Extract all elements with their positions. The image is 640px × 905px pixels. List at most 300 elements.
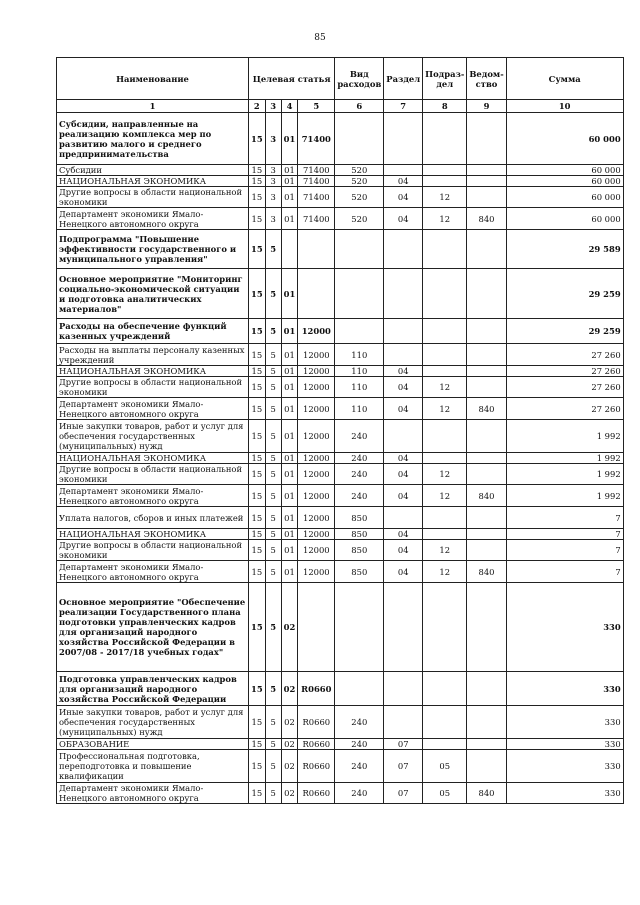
cell-name: Субсидии (57, 165, 249, 176)
table-row (57, 529, 624, 540)
cell-sum: 330 (506, 739, 623, 750)
cell-name: Другие вопросы в области национальной экономики (57, 377, 249, 398)
table-row (57, 750, 624, 783)
cell-razdel: 04 (384, 377, 423, 398)
cell-t4: R0660 (298, 783, 335, 804)
cell-t1: 15 (249, 230, 266, 269)
cell-vid: 520 (335, 176, 384, 187)
cell-razdel: 04 (384, 540, 423, 561)
cell-t2: 5 (265, 420, 281, 453)
cell-ved (467, 230, 506, 269)
cell-vid: 240 (335, 783, 384, 804)
cell-t4 (298, 583, 335, 672)
cell-razdel (384, 319, 423, 344)
cell-name: Департамент экономики Ямало-Ненецкого автономного округа (57, 208, 249, 230)
cell-ved (467, 672, 506, 706)
cell-name: Основное мероприятие "Мониторинг социально-экономической ситуации и подготовка аналитических материалов" (57, 269, 249, 319)
cell-t1: 15 (249, 672, 266, 706)
cell-name: НАЦИОНАЛЬНАЯ ЭКОНОМИКА (57, 453, 249, 464)
table-row (57, 176, 624, 187)
table-row (57, 453, 624, 464)
table-row (57, 672, 624, 706)
cell-t1: 15 (249, 507, 266, 529)
col-number: 5 (298, 100, 335, 113)
cell-ved (467, 420, 506, 453)
cell-ved (467, 319, 506, 344)
cell-razdel (384, 269, 423, 319)
cell-podrazdel: 12 (423, 398, 467, 420)
cell-vid (335, 230, 384, 269)
budget-table (56, 57, 624, 804)
cell-podrazdel (423, 453, 467, 464)
cell-t3: 01 (281, 377, 298, 398)
cell-vid: 240 (335, 739, 384, 750)
cell-sum: 1 992 (506, 464, 623, 485)
cell-ved: 840 (467, 398, 506, 420)
cell-podrazdel (423, 739, 467, 750)
cell-t2: 5 (265, 485, 281, 507)
cell-t3: 01 (281, 269, 298, 319)
cell-ved (467, 344, 506, 366)
cell-vid: 240 (335, 453, 384, 464)
cell-t3: 01 (281, 420, 298, 453)
cell-vid: 240 (335, 706, 384, 739)
cell-t2: 5 (265, 507, 281, 529)
cell-podrazdel (423, 366, 467, 377)
col-number: 7 (384, 100, 423, 113)
cell-t2: 5 (265, 366, 281, 377)
table-row (57, 187, 624, 208)
cell-t3: 02 (281, 706, 298, 739)
cell-t4: 71400 (298, 113, 335, 165)
cell-t3: 01 (281, 561, 298, 583)
cell-t1: 15 (249, 113, 266, 165)
col-number: 10 (506, 100, 623, 113)
table-row (57, 485, 624, 507)
cell-vid (335, 269, 384, 319)
cell-razdel: 04 (384, 366, 423, 377)
cell-t4 (298, 230, 335, 269)
header-row (57, 58, 624, 100)
cell-t1: 15 (249, 344, 266, 366)
cell-t4: 12000 (298, 485, 335, 507)
cell-t4: 12000 (298, 561, 335, 583)
cell-name: Подпрограмма "Повышение эффективности государственного и муниципального управления" (57, 230, 249, 269)
cell-name: Иные закупки товаров, работ и услуг для обеспечения государственных (муниципальных) нужд (57, 706, 249, 739)
cell-t2: 5 (265, 344, 281, 366)
cell-name: Профессиональная подготовка, переподготовка и повышение квалификации (57, 750, 249, 783)
cell-name: Уплата налогов, сборов и иных платежей (57, 507, 249, 529)
cell-t3: 01 (281, 344, 298, 366)
col-number: 1 (57, 100, 249, 113)
cell-razdel (384, 706, 423, 739)
col-number: 3 (265, 100, 281, 113)
cell-t3: 01 (281, 398, 298, 420)
cell-t4: R0660 (298, 706, 335, 739)
cell-ved: 840 (467, 208, 506, 230)
cell-razdel: 07 (384, 783, 423, 804)
cell-t2: 5 (265, 377, 281, 398)
cell-ved: 840 (467, 561, 506, 583)
cell-ved (467, 529, 506, 540)
cell-t2: 5 (265, 783, 281, 804)
cell-sum: 330 (506, 750, 623, 783)
cell-vid: 850 (335, 507, 384, 529)
cell-podrazdel: 05 (423, 750, 467, 783)
cell-ved (467, 366, 506, 377)
cell-t2: 3 (265, 176, 281, 187)
cell-ved (467, 165, 506, 176)
cell-t1: 15 (249, 187, 266, 208)
cell-podrazdel: 12 (423, 540, 467, 561)
cell-vid: 520 (335, 187, 384, 208)
cell-podrazdel: 12 (423, 187, 467, 208)
cell-t1: 15 (249, 529, 266, 540)
cell-t3: 01 (281, 453, 298, 464)
table-row (57, 208, 624, 230)
cell-vid: 110 (335, 344, 384, 366)
cell-vid: 240 (335, 420, 384, 453)
cell-name: Подготовка управленческих кадров для организаций народного хозяйства Российской Федерации (57, 672, 249, 706)
cell-podrazdel (423, 583, 467, 672)
cell-podrazdel (423, 319, 467, 344)
cell-t2: 5 (265, 464, 281, 485)
cell-t1: 15 (249, 269, 266, 319)
cell-name: Другие вопросы в области национальной экономики (57, 464, 249, 485)
cell-t3 (281, 230, 298, 269)
cell-name: НАЦИОНАЛЬНАЯ ЭКОНОМИКА (57, 366, 249, 377)
cell-t4: R0660 (298, 750, 335, 783)
cell-sum: 29 589 (506, 230, 623, 269)
cell-t3: 02 (281, 739, 298, 750)
cell-t3: 02 (281, 783, 298, 804)
cell-name: Субсидии, направленные на реализацию комплекса мер по развитию малого и среднего предпринимательства (57, 113, 249, 165)
cell-t1: 15 (249, 750, 266, 783)
cell-t1: 15 (249, 561, 266, 583)
cell-razdel: 04 (384, 176, 423, 187)
cell-name: ОБРАЗОВАНИЕ (57, 739, 249, 750)
cell-t1: 15 (249, 485, 266, 507)
cell-sum: 7 (506, 540, 623, 561)
cell-ved (467, 269, 506, 319)
col-number: 8 (423, 100, 467, 113)
cell-name: НАЦИОНАЛЬНАЯ ЭКОНОМИКА (57, 529, 249, 540)
table-row (57, 230, 624, 269)
cell-podrazdel (423, 706, 467, 739)
cell-razdel (384, 113, 423, 165)
cell-ved: 840 (467, 783, 506, 804)
cell-t4: R0660 (298, 672, 335, 706)
cell-podrazdel (423, 165, 467, 176)
cell-podrazdel (423, 672, 467, 706)
cell-t2: 5 (265, 739, 281, 750)
cell-razdel: 04 (384, 529, 423, 540)
cell-t4: 12000 (298, 366, 335, 377)
cell-name: Иные закупки товаров, работ и услуг для обеспечения государственных (муниципальных) нужд (57, 420, 249, 453)
cell-sum: 27 260 (506, 344, 623, 366)
cell-podrazdel (423, 176, 467, 187)
cell-podrazdel (423, 230, 467, 269)
cell-podrazdel (423, 269, 467, 319)
cell-podrazdel: 12 (423, 464, 467, 485)
cell-sum: 330 (506, 783, 623, 804)
table-row (57, 561, 624, 583)
cell-t4: 12000 (298, 377, 335, 398)
table-row (57, 507, 624, 529)
cell-vid: 850 (335, 529, 384, 540)
cell-t2: 5 (265, 750, 281, 783)
header-target: Целевая статья (249, 58, 335, 100)
cell-vid: 850 (335, 561, 384, 583)
cell-t2: 3 (265, 187, 281, 208)
cell-ved (467, 507, 506, 529)
cell-t3: 01 (281, 165, 298, 176)
cell-t1: 15 (249, 706, 266, 739)
cell-t3: 01 (281, 540, 298, 561)
cell-t4: 12000 (298, 453, 335, 464)
page-number: 85 (314, 33, 326, 43)
cell-sum: 27 260 (506, 366, 623, 377)
cell-vid: 110 (335, 377, 384, 398)
cell-t1: 15 (249, 783, 266, 804)
cell-ved (467, 583, 506, 672)
cell-t1: 15 (249, 366, 266, 377)
cell-t4: 12000 (298, 420, 335, 453)
cell-name: Другие вопросы в области национальной экономики (57, 187, 249, 208)
cell-t3: 01 (281, 529, 298, 540)
cell-vid: 240 (335, 750, 384, 783)
cell-razdel (384, 583, 423, 672)
cell-name: Департамент экономики Ямало-Ненецкого автономного округа (57, 485, 249, 507)
table-row (57, 583, 624, 672)
cell-t3: 01 (281, 113, 298, 165)
cell-vid: 520 (335, 165, 384, 176)
cell-sum: 1 992 (506, 485, 623, 507)
cell-razdel: 04 (384, 398, 423, 420)
cell-sum: 330 (506, 706, 623, 739)
header-vedomstvo: Ведом-ство (467, 58, 506, 100)
cell-vid: 240 (335, 485, 384, 507)
cell-sum: 330 (506, 583, 623, 672)
cell-t1: 15 (249, 464, 266, 485)
cell-sum: 60 000 (506, 208, 623, 230)
cell-t2: 5 (265, 529, 281, 540)
cell-t4: 12000 (298, 319, 335, 344)
cell-t1: 15 (249, 739, 266, 750)
cell-t4: R0660 (298, 739, 335, 750)
table-row (57, 113, 624, 165)
table-row (57, 783, 624, 804)
table-row (57, 344, 624, 366)
cell-t2: 3 (265, 208, 281, 230)
cell-t4: 71400 (298, 176, 335, 187)
cell-name: Департамент экономики Ямало-Ненецкого автономного округа (57, 398, 249, 420)
cell-t2: 5 (265, 230, 281, 269)
cell-t1: 15 (249, 319, 266, 344)
cell-podrazdel (423, 529, 467, 540)
header-summa: Сумма (506, 58, 623, 100)
cell-t2: 5 (265, 269, 281, 319)
cell-t2: 5 (265, 583, 281, 672)
cell-t3: 01 (281, 176, 298, 187)
cell-podrazdel: 05 (423, 783, 467, 804)
cell-vid: 850 (335, 540, 384, 561)
col-number: 2 (249, 100, 266, 113)
table-row (57, 398, 624, 420)
cell-t3: 02 (281, 750, 298, 783)
cell-sum: 29 259 (506, 269, 623, 319)
cell-sum: 60 000 (506, 176, 623, 187)
header-name: Наименование (57, 58, 249, 100)
cell-t2: 3 (265, 113, 281, 165)
cell-razdel (384, 165, 423, 176)
cell-name: Основное мероприятие "Обеспечение реализации Государственного плана подготовки управленческих кадров для организаций народного хозяйства Российской Федерации в 2007/08 - 2017/18 учебных годах" (57, 583, 249, 672)
header-podrazdel: Подраз-дел (423, 58, 467, 100)
cell-ved (467, 706, 506, 739)
cell-vid: 110 (335, 366, 384, 377)
cell-ved (467, 750, 506, 783)
cell-podrazdel: 12 (423, 485, 467, 507)
cell-t2: 5 (265, 706, 281, 739)
cell-t3: 01 (281, 319, 298, 344)
cell-t1: 15 (249, 398, 266, 420)
cell-t2: 5 (265, 672, 281, 706)
cell-t3: 01 (281, 366, 298, 377)
cell-sum: 60 000 (506, 187, 623, 208)
cell-t3: 01 (281, 187, 298, 208)
cell-ved (467, 176, 506, 187)
table-row (57, 420, 624, 453)
cell-ved (467, 464, 506, 485)
column-number-row (57, 100, 624, 113)
cell-razdel (384, 420, 423, 453)
cell-t4: 71400 (298, 208, 335, 230)
table-row (57, 464, 624, 485)
cell-razdel: 07 (384, 739, 423, 750)
table-row (57, 269, 624, 319)
cell-t1: 15 (249, 377, 266, 398)
cell-ved: 840 (467, 485, 506, 507)
cell-razdel: 04 (384, 187, 423, 208)
cell-t4: 12000 (298, 540, 335, 561)
cell-name: Департамент экономики Ямало-Ненецкого автономного округа (57, 561, 249, 583)
cell-vid: 240 (335, 464, 384, 485)
cell-razdel: 04 (384, 453, 423, 464)
cell-razdel: 04 (384, 561, 423, 583)
cell-ved (467, 540, 506, 561)
cell-t4: 12000 (298, 529, 335, 540)
cell-ved (467, 187, 506, 208)
cell-t2: 5 (265, 561, 281, 583)
cell-name: НАЦИОНАЛЬНАЯ ЭКОНОМИКА (57, 176, 249, 187)
cell-sum: 27 260 (506, 398, 623, 420)
cell-vid (335, 113, 384, 165)
cell-sum: 330 (506, 672, 623, 706)
cell-t1: 15 (249, 453, 266, 464)
table-row (57, 319, 624, 344)
cell-podrazdel: 12 (423, 561, 467, 583)
header-razdel: Раздел (384, 58, 423, 100)
cell-vid: 110 (335, 398, 384, 420)
cell-sum: 7 (506, 507, 623, 529)
cell-sum: 27 260 (506, 377, 623, 398)
cell-podrazdel (423, 113, 467, 165)
cell-t4: 71400 (298, 165, 335, 176)
cell-razdel (384, 672, 423, 706)
cell-t1: 15 (249, 420, 266, 453)
cell-t2: 5 (265, 398, 281, 420)
cell-t1: 15 (249, 208, 266, 230)
cell-t3: 02 (281, 583, 298, 672)
cell-razdel (384, 344, 423, 366)
cell-name: Другие вопросы в области национальной экономики (57, 540, 249, 561)
cell-podrazdel (423, 420, 467, 453)
cell-t3: 01 (281, 208, 298, 230)
cell-t3: 02 (281, 672, 298, 706)
table-row (57, 540, 624, 561)
cell-sum: 60 000 (506, 165, 623, 176)
cell-t1: 15 (249, 165, 266, 176)
cell-sum: 1 992 (506, 453, 623, 464)
cell-t3: 01 (281, 485, 298, 507)
cell-t3: 01 (281, 507, 298, 529)
cell-t4: 12000 (298, 344, 335, 366)
cell-t1: 15 (249, 583, 266, 672)
cell-t2: 5 (265, 540, 281, 561)
header-vid: Вид расходов (335, 58, 384, 100)
cell-vid (335, 583, 384, 672)
cell-razdel: 04 (384, 464, 423, 485)
cell-name: Расходы на обеспечение функций казенных учреждений (57, 319, 249, 344)
cell-podrazdel (423, 344, 467, 366)
cell-ved (467, 377, 506, 398)
cell-name: Департамент экономики Ямало-Ненецкого автономного округа (57, 783, 249, 804)
cell-podrazdel: 12 (423, 208, 467, 230)
cell-t1: 15 (249, 176, 266, 187)
cell-t2: 3 (265, 165, 281, 176)
cell-t4: 12000 (298, 507, 335, 529)
table-row (57, 739, 624, 750)
cell-razdel (384, 230, 423, 269)
cell-sum: 29 259 (506, 319, 623, 344)
cell-ved (467, 739, 506, 750)
cell-sum: 60 000 (506, 113, 623, 165)
cell-razdel: 07 (384, 750, 423, 783)
cell-t4: 12000 (298, 464, 335, 485)
col-number: 4 (281, 100, 298, 113)
col-number: 6 (335, 100, 384, 113)
cell-sum: 1 992 (506, 420, 623, 453)
col-number: 9 (467, 100, 506, 113)
cell-t2: 5 (265, 319, 281, 344)
cell-ved (467, 453, 506, 464)
cell-razdel (384, 507, 423, 529)
cell-podrazdel (423, 507, 467, 529)
cell-t3: 01 (281, 464, 298, 485)
cell-t4 (298, 269, 335, 319)
cell-razdel: 04 (384, 208, 423, 230)
table-row (57, 366, 624, 377)
cell-ved (467, 113, 506, 165)
cell-razdel: 04 (384, 485, 423, 507)
cell-t1: 15 (249, 540, 266, 561)
table-row (57, 706, 624, 739)
cell-vid (335, 672, 384, 706)
cell-t4: 71400 (298, 187, 335, 208)
cell-vid: 520 (335, 208, 384, 230)
table-row (57, 165, 624, 176)
cell-t4: 12000 (298, 398, 335, 420)
